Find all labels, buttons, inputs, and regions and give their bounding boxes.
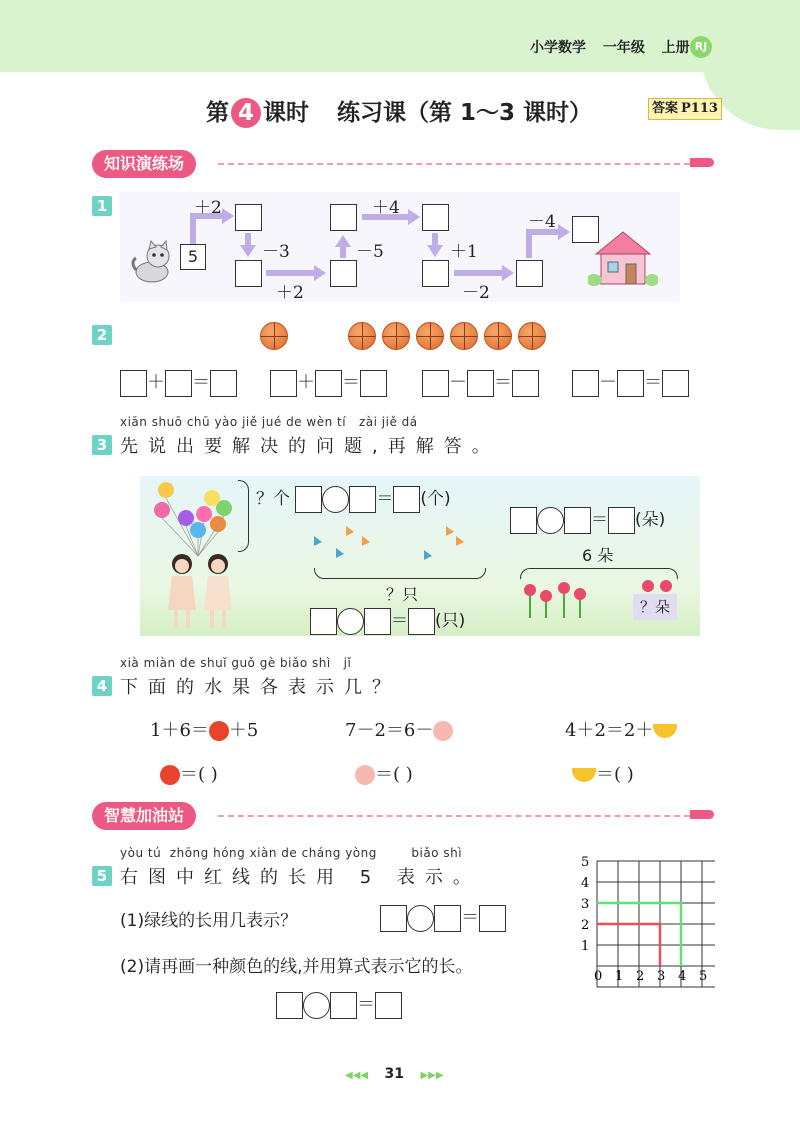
peach-icon (355, 765, 375, 785)
balloon-question: ？个 (256, 489, 290, 509)
q2-op: ＝ (494, 372, 512, 393)
q3-box[interactable] (608, 507, 635, 534)
flower-total: 6 朵 (582, 546, 614, 565)
section-wisdom-divider (218, 815, 690, 817)
lesson-number-circle: 4 (231, 98, 261, 128)
header-band (0, 0, 800, 72)
header-series (530, 37, 690, 57)
q4-text: 下面的水果各表示几？ (120, 677, 400, 698)
q4-answer-blank[interactable]: ＝( ) (180, 764, 218, 785)
q2-op: ＝ (192, 372, 210, 393)
header-volume-text: 上册 (661, 40, 690, 56)
q1-op-6: ＋1 (450, 242, 478, 262)
q5-box[interactable] (276, 992, 303, 1019)
question-number-5: 5 (92, 866, 112, 886)
q5-grid (575, 855, 715, 995)
q3-box[interactable] (408, 608, 435, 635)
q1-arrow-3 (266, 270, 316, 276)
q2-box[interactable] (512, 370, 539, 397)
butterfly-brace (314, 568, 486, 579)
basketball-icon (450, 322, 478, 350)
balloon-brace (238, 480, 249, 552)
q1-box-5[interactable] (422, 204, 449, 231)
q3-circle[interactable] (322, 486, 349, 513)
q4-answer-blank[interactable]: ＝( ) (375, 764, 413, 785)
grid-y-label: 5 (581, 855, 590, 870)
q3-flower-equation: ＝ (朵) (510, 505, 665, 534)
grid-y-label: 2 (581, 918, 590, 933)
q3-balloon-equation: ？个 ＝ (个) (256, 484, 451, 513)
grid-x-label: 3 (657, 969, 666, 984)
q5-box[interactable] (375, 992, 402, 1019)
grid-y-label: 3 (581, 897, 590, 912)
header-grade-text: 一年级 (602, 40, 645, 56)
q2-box[interactable] (572, 370, 599, 397)
q1-box-3[interactable] (330, 260, 357, 287)
q2-box[interactable] (662, 370, 689, 397)
q1-arrow-3-head (314, 265, 326, 281)
q3-box[interactable] (510, 507, 537, 534)
q5-pinyin: yòu tú zhōng hóng xiàn de cháng yòng biǎo shì (120, 846, 463, 860)
q2-box[interactable] (270, 370, 297, 397)
q5-eq-sign: ＝ (461, 907, 479, 928)
banana-icon (653, 724, 677, 738)
answer-page: P113 (681, 101, 718, 116)
q1-arrow-7 (454, 270, 504, 276)
answer-label: 答案 (652, 101, 679, 116)
q1-box-4[interactable] (330, 204, 357, 231)
q3-butterfly-equation: ＝ (只) (310, 606, 465, 635)
q2-box[interactable] (120, 370, 147, 397)
q5-sub2-equation (276, 990, 402, 1019)
cat-icon (128, 240, 174, 284)
q5-circle[interactable] (407, 905, 434, 932)
footer (345, 1066, 444, 1082)
q2-op: － (449, 372, 467, 393)
q1-start-box: 5 (180, 244, 206, 270)
q1-arrow-1 (190, 216, 196, 244)
header-series-text: 小学数学 (530, 40, 586, 56)
q4-eq1-right: ＋5 (228, 720, 259, 741)
q2-box[interactable] (617, 370, 644, 397)
butterflies-icon (306, 522, 486, 572)
q1-box-1[interactable] (235, 204, 262, 231)
apple-icon (209, 721, 229, 741)
pencil-icon (690, 158, 714, 167)
girls-icon (160, 548, 240, 632)
q4-equation-3 (565, 716, 677, 742)
q1-op-2: －3 (262, 242, 290, 262)
q2-op: － (599, 372, 617, 393)
grid-y-label: 4 (581, 876, 590, 891)
grid-x-label: 2 (636, 969, 645, 984)
q4-equation-2 (345, 716, 453, 742)
q2-op: ＝ (342, 372, 360, 393)
q1-arrow-8-head (558, 224, 570, 240)
grid-x-label: 5 (699, 969, 708, 984)
q4-answer-3 (572, 760, 634, 786)
peach-icon (433, 721, 453, 741)
title-suffix: 课时 (263, 100, 309, 126)
q3-pinyin: xiān shuō chū yào jiě jué de wèn tí zài jiě dá (120, 415, 418, 429)
q4-answer-1 (160, 760, 218, 786)
question-number-3: 3 (92, 435, 112, 455)
footer-left-deco: ◀◀◀ (345, 1070, 369, 1081)
q5-sub1: (1)绿线的长用几表示？ (120, 911, 298, 931)
q4-equation-1 (150, 716, 258, 742)
question-number-2: 2 (92, 325, 112, 345)
q2-box[interactable] (360, 370, 387, 397)
q5-eq-sign: ＝ (357, 994, 375, 1015)
basketball-icon (518, 322, 546, 350)
q1-arrow-6-head (427, 245, 443, 257)
q3-box[interactable] (564, 507, 591, 534)
q4-pinyin: xià miàn de shuǐ guǒ gè biǎo shì jǐ (120, 656, 352, 670)
q5-box[interactable] (434, 905, 461, 932)
section-practice-divider (218, 163, 690, 165)
q4-answer-2 (355, 760, 413, 786)
q2-equation-2 (270, 368, 387, 397)
q1-op-7: －2 (462, 283, 490, 303)
q2-equation-4 (572, 368, 689, 397)
q3-box[interactable] (310, 608, 337, 635)
q2-box[interactable] (467, 370, 494, 397)
q2-equation-1 (120, 368, 237, 397)
q1-op-3: ＋2 (276, 283, 304, 303)
q4-eq1-left: 1＋6＝ (150, 720, 209, 741)
q3-circle[interactable] (537, 507, 564, 534)
apple-icon (160, 765, 180, 785)
q5-circle[interactable] (303, 992, 330, 1019)
q5-text: 右图中红线的长用 5 表示。 (120, 867, 481, 888)
q1-arrow-4-head (335, 235, 351, 247)
flower-brace (520, 568, 678, 579)
balloon-unit: (个) (420, 489, 451, 509)
q5-box[interactable] (380, 905, 407, 932)
q3-box[interactable] (393, 486, 420, 513)
q5-sub1-equation (380, 903, 506, 932)
q1-op-5: ＋4 (372, 198, 400, 218)
basketball-icon (260, 322, 288, 350)
basketball-icon (348, 322, 376, 350)
q3-circle[interactable] (337, 608, 364, 635)
q2-op: ＝ (644, 372, 662, 393)
flower-question-card: ？朵 (633, 594, 677, 620)
grid-x-label: 4 (678, 969, 687, 984)
q1-op-1: ＋2 (194, 198, 222, 218)
q2-equation-3 (422, 368, 539, 397)
q1-arrow-7-head (502, 265, 514, 281)
banana-icon (572, 768, 596, 782)
q2-box[interactable] (315, 370, 342, 397)
footer-right-deco: ▶▶▶ (420, 1070, 444, 1081)
q1-box-6[interactable] (422, 260, 449, 287)
q3-box[interactable] (349, 486, 376, 513)
grid-y-label: 1 (581, 939, 590, 954)
grid-x-label: 0 (594, 969, 603, 984)
butterfly-unit: (只) (435, 611, 466, 631)
section-practice-tag: 知识演练场 (92, 150, 196, 178)
q1-op-8: －4 (528, 212, 556, 232)
q4-eq2-left: 7－2＝6－ (345, 720, 434, 741)
title-name: 练习课（第 1～3 课时） (337, 100, 593, 126)
pencil-icon (690, 810, 714, 819)
q1-arrow-1-head (222, 208, 234, 224)
q4-eq3-left: 4＋2＝2＋ (565, 720, 654, 741)
title-prefix: 第 (206, 100, 229, 126)
q5-sub2: (2)请再画一种颜色的线,并用算式表示它的长。 (120, 957, 473, 977)
q1-arrow-4 (340, 246, 346, 258)
q1-arrow-8 (526, 232, 532, 258)
house-icon (588, 228, 658, 288)
butterfly-question: ？只 (386, 585, 419, 604)
q1-arrow-2-head (240, 245, 256, 257)
q3-text: 先说出要解决的问题,再解答。 (120, 436, 500, 457)
basketball-icon (382, 322, 410, 350)
question-number-1: 1 (92, 196, 112, 216)
q1-arrow-5-head (408, 209, 420, 225)
page-title (206, 94, 592, 128)
q1-box-2[interactable] (235, 260, 262, 287)
q2-op: ＋ (147, 372, 165, 393)
q5-box[interactable] (479, 905, 506, 932)
edition-badge: RJ (690, 36, 712, 58)
basketball-icon (416, 322, 444, 350)
page-number: 31 (384, 1066, 405, 1082)
basketball-icon (484, 322, 512, 350)
answer-ref[interactable] (648, 98, 722, 120)
q2-box[interactable] (165, 370, 192, 397)
section-wisdom-tag: 智慧加油站 (92, 802, 196, 830)
q1-box-7[interactable] (516, 260, 543, 287)
flower-unit: (朵) (635, 510, 666, 530)
q2-box[interactable] (210, 370, 237, 397)
question-number-4: 4 (92, 676, 112, 696)
q3-box[interactable] (364, 608, 391, 635)
q5-box[interactable] (330, 992, 357, 1019)
grid-x-label: 1 (615, 969, 624, 984)
q3-box[interactable] (295, 486, 322, 513)
q1-op-4: －5 (356, 242, 384, 262)
balloons-icon (150, 478, 240, 558)
q2-box[interactable] (422, 370, 449, 397)
q2-op: ＋ (297, 372, 315, 393)
q4-answer-blank[interactable]: ＝( ) (596, 764, 634, 785)
